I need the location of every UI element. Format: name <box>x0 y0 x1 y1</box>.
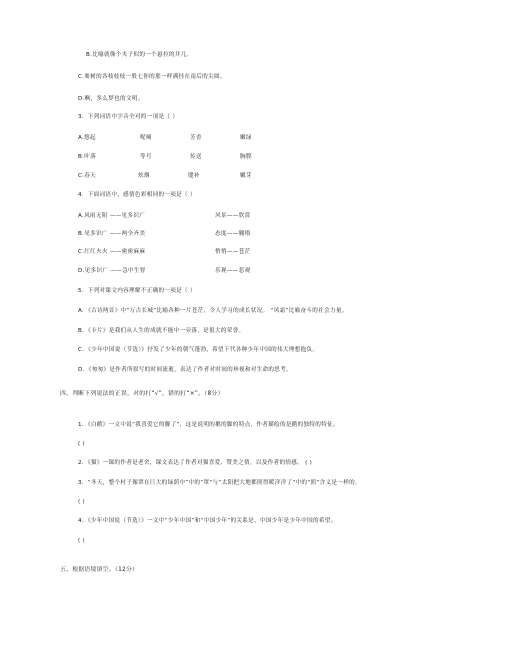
q3-row-b-label: B.叶落 <box>78 154 97 160</box>
q4-row-c-right: 悄悄——苍茫 <box>215 249 251 255</box>
q3-row-c-word1: 炊烟 <box>138 173 150 179</box>
judgment-item-3-blank: ( ) <box>78 499 86 505</box>
q3-row-a-word2: 芳香 <box>190 135 202 141</box>
q4-stem: 4．下面词语中，感情色彩相同的一项是（ ） <box>78 192 196 198</box>
judgment-item-2: 2．《猫》一课的作者是老舍，课文表达了作者对猫喜爱、赞美之情，以及作者的情感。 ( ) <box>78 460 313 466</box>
q3-row-b-word1: 等号 <box>140 154 152 160</box>
q4-row-a-left: A.风雨无阻 ——见多识广 <box>78 213 146 219</box>
q3-row-a-label: A.悠起 <box>78 135 96 141</box>
section-5-title: 五、根据语境填空。（12分） <box>60 567 139 573</box>
q4-row-b-left: B.见多识广 ——两全齐美 <box>78 231 146 237</box>
judgment-item-3: 3．“冬天，整个村子像罩在巨大的绿荫中”中的“罩”与“太阳把大地都照得暖洋洋了”中的“照”含义是一样的。 <box>78 480 361 486</box>
q4-row-d-left: D.见多识广 ——急中生智 <box>78 268 146 274</box>
section-4-title: 四、判断下列说法的正误，对的打“√”，错的打“×”。（8分） <box>60 391 224 397</box>
q3-row-b-word2: 传送 <box>190 154 202 160</box>
q5-stem: 5．下列对课文内容理解不正确的一项是（ ） <box>78 288 196 294</box>
q2-option-c: C.栗树的各枝枝枝一股七你的那一样满挂在南后的尖圆。 <box>78 74 226 80</box>
judgment-item-1: 1．《白鹅》一文中说“我喜爱它的脚了”，这是说明的鹅的脚的特点，作者描绘的是鹅的独特的特征。 <box>78 422 339 428</box>
q5-option-b: B．《卡片》是我们从人生的成就不能中一旁落，是很大的荣誉。 <box>78 328 245 334</box>
q4-row-c-left: C.红红火火 ——密密麻麻 <box>78 249 146 255</box>
q3-row-a-word1: 呢喃 <box>140 135 152 141</box>
judgment-item-1-blank: ( ) <box>78 441 86 447</box>
q5-option-a: A．《古诗两首》中“万古长城”比喻各种一片苍茫，令人学习的成长状况。 “风霜”比喻奋斗的社会力量。 <box>78 308 348 314</box>
q4-row-a-right: 风景——欣赏 <box>215 213 251 219</box>
q3-row-a-word3: 嫩绿 <box>240 135 252 141</box>
q3-row-c-word2: 缝补 <box>188 173 200 179</box>
judgment-item-4-blank: ( ) <box>78 538 86 544</box>
q3-row-b-word3: 胸膛 <box>240 154 252 160</box>
q3-row-c-word3: 嫩芽 <box>240 173 252 179</box>
q4-row-d-right: 乐观——悲观 <box>215 268 251 274</box>
judgment-item-4: 4．《少年中国说（节选）》一文中“少年中国”和“中国少年”的关系是，中国少年是少年中国的希望。 <box>78 518 337 524</box>
q3-row-c-label: C.春天 <box>78 173 97 179</box>
q2-option-d: D.啊，多么梦也的文明。 <box>78 96 144 102</box>
q2-option-b: B.比喻就像个夹子似的一个悬拉的井几。 <box>86 52 193 58</box>
q5-option-d: D．《匆匆》是作者所叙写的时间流逝，表达了作者对时间的珍视和对生命的思考。 <box>78 367 292 373</box>
q4-row-b-right: 态度——翱翔 <box>215 231 251 237</box>
q5-option-c: C．《少年中国说（节选）》抒发了少年的朝气蓬勃，希望下代各种少年中国的伟大理想抱负。 <box>78 347 319 353</box>
q3-stem: 3．下列词语中字音全对的一项是（ ） <box>78 114 179 120</box>
